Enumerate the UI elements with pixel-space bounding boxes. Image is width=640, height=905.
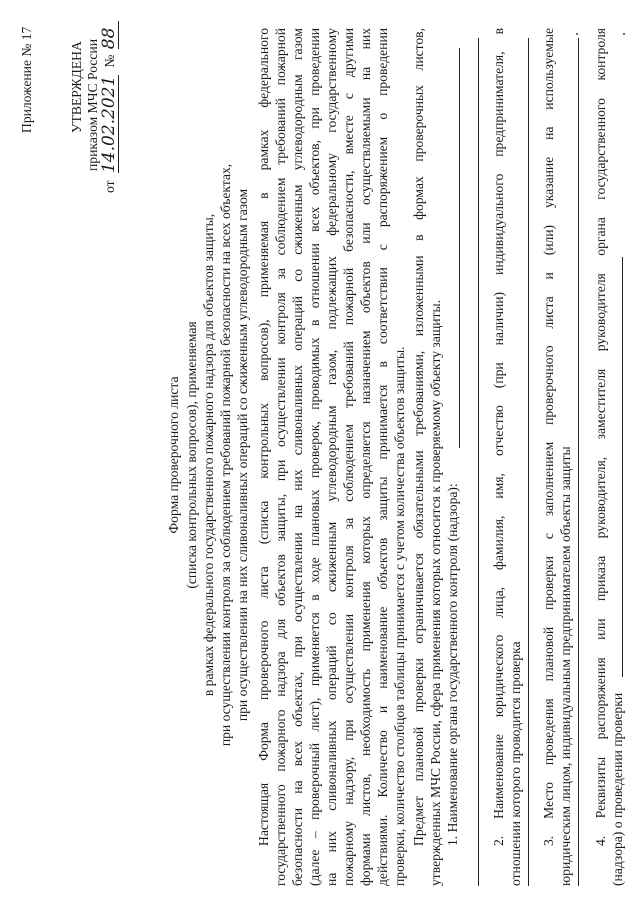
item-4-fill-line[interactable] <box>622 257 623 677</box>
date-prefix: от <box>102 180 117 193</box>
order-date-line <box>101 21 119 193</box>
scan-speck <box>623 33 625 35</box>
item-2-fill-line[interactable] <box>528 38 529 886</box>
form-title: Форма проверочного листа <box>166 376 181 534</box>
item-2-label-cont: отношении которого проводится проверка <box>508 641 523 886</box>
rotated-document-page <box>10 15 630 895</box>
paragraph-line: формами листов, необходимость применения которых определяется назначением объектов или осуществляемыми на них <box>358 28 373 886</box>
item-1-fill-line-2[interactable] <box>478 38 479 886</box>
item-3-fill-line[interactable] <box>578 38 579 886</box>
paragraph-line-last: утвержденных МЧС России, сфера применения которых относится к проверяемому объекту защиты. <box>428 299 443 886</box>
form-subtitle-line5: при осуществлении на них сливоналивных операций со сжиженным углеводородным газом <box>235 188 250 722</box>
item-2-label: 2. Наименование юридического лица, фамилия, имя, отчество (при наличии) индивидуального предпринимателя, в <box>491 28 506 846</box>
item-4-label-cont: (надзора) о проведении проверки <box>610 692 625 886</box>
item-4-label: 4. Реквизиты распоряжения или приказа руководителя, заместителя руководителя органа государственного контроля <box>593 28 608 846</box>
form-subtitle-line3: в рамках федерального государственного пожарного надзора для объектов защиты, <box>201 213 216 697</box>
appendix-label: Приложение № 17 <box>19 26 34 133</box>
paragraph-line: действиями. Количество и наименование объектов защиты принимается в соответствии с распоряжением о проведении <box>375 28 390 886</box>
paragraph-line-last: проверки, количество столбцов таблицы принимается с учетом количества объектов защиты. <box>392 346 407 886</box>
paragraph-line: на них сливоналивных операций со сжиженным углеводородным газом, подлежащих федеральному государственному <box>324 28 339 886</box>
item-3-label-cont: юридическим лицом, индивидуальным предпринимателем объекты защиты <box>558 446 573 886</box>
paragraph-line: Настоящая Форма проверочного листа (списка контрольных вопросов), применяемая в рамках федерального <box>256 28 271 846</box>
paragraph-line: пожарному надзору, при осуществлении контроля за соблюдением требований пожарной безопасности, вместе с другими <box>341 28 356 886</box>
number-prefix: № <box>102 54 117 68</box>
approved-label: УТВЕРЖДЕНА <box>69 41 84 133</box>
paragraph-line: (далее – проверочный лист), применяется в ходе плановых проверок, проводимых в отношении всех объектов, при проведении <box>307 28 322 886</box>
paragraph-line: безопасности на всех объектах, при осуществлении на них сливоналивных операций со сжиженным углеводородным газом <box>290 28 305 886</box>
form-subtitle-line4: при осуществлении контроля за соблюдением требований пожарной безопасности на всех объектах, <box>218 163 233 747</box>
order-label: приказом МЧС России <box>85 39 100 171</box>
order-number-handwritten: 88 <box>101 21 119 49</box>
scan-speck <box>576 33 578 35</box>
paragraph-line: Предмет плановой проверки ограничивается обязательными требованиями, изложенными в формах проверочных листов, <box>411 28 426 846</box>
paragraph-line: государственного пожарного надзора для объектов защиты, при осуществлении контроля за соблюдением требований пожарной <box>273 28 288 886</box>
item-3-label: 3. Место проведения плановой проверки с заполнением проверочного листа и (или) указание на используемые <box>541 28 556 846</box>
order-date-handwritten: 14.02.2021 <box>99 75 119 174</box>
item-1-label: 1. Наименование органа государственного контроля (надзора): <box>445 483 460 846</box>
form-subtitle: (списка контрольных вопросов), применяемая <box>184 321 199 589</box>
item-1-fill-line[interactable] <box>459 48 460 448</box>
